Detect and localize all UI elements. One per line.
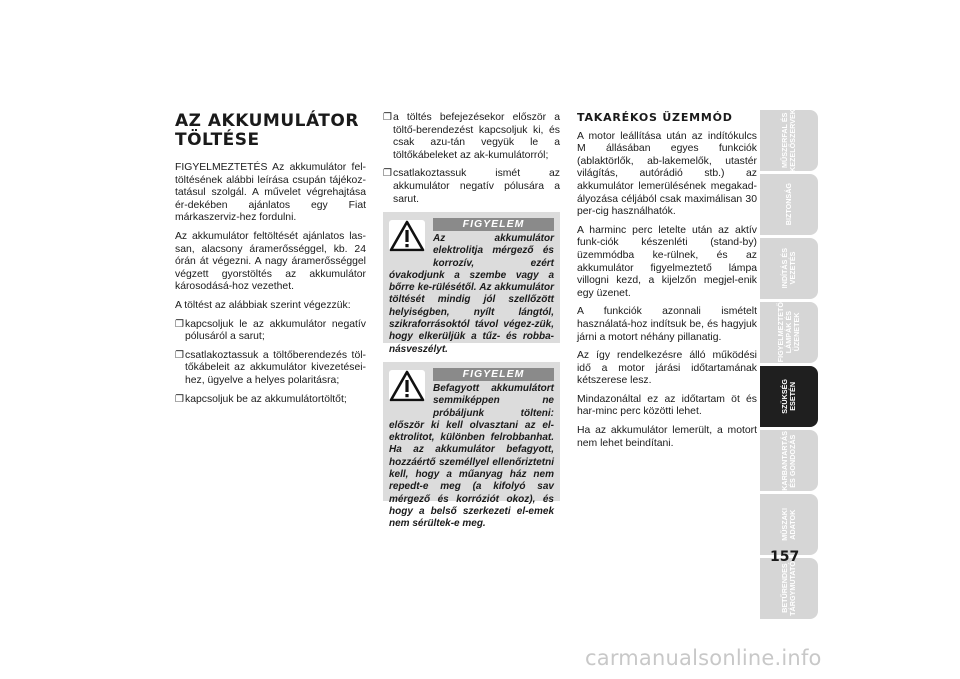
warning-text: Befagyott akkumulátort semmiképpen ne próbáljunk tölteni: először ki kell olvasztani az el-ektrolitot, különben felrobbanhat. Ha az akkumulátor befagyott, hozzáértő személlyel ellenőriztetni kell, hogy a műanyag ház nem repedt-e meg (a kifolyó sav mérgező és korróziót okoz), és hogy a belső szerkezeti el-emek nem sérültek-e meg. xyxy=(389,383,554,530)
list-item: ❐ kapcsoljuk be az akkumulátortöltőt; xyxy=(175,393,347,405)
warning-triangle-icon xyxy=(389,370,425,402)
checkbox-bullet-icon: ❐ xyxy=(383,168,392,180)
paragraph: Mindazonáltal ez az időtartam öt és har-minc perc közötti lehet. xyxy=(577,393,757,418)
warning-label: FIGYELEM xyxy=(433,368,554,381)
checkbox-bullet-icon: ❐ xyxy=(175,318,184,330)
warning-box-frozen-battery xyxy=(383,362,560,530)
warning-label: FIGYELEM xyxy=(433,218,554,231)
tab-starting-driving[interactable]: INDÍTÁS ÉS VEZETÉS xyxy=(760,238,818,299)
paragraph: A motor leállítása után az indítókulcs M állásában egyes funkciók (ablaktörlők, ab-lakemelők, utastér világítás, autórádió stb.) az akkumulátor lemerülésének megakad-ályozása céljából csak maximálisan 30 per-cig használhatók. xyxy=(577,130,757,218)
section-title-battery-charging: AZ AKKUMULÁTOR TÖLTÉSE xyxy=(175,111,359,150)
paragraph: A harminc perc letelte után az aktív funk-ciók készenléti (stand-by) üzemmódba ke-rülnek, és az akkumulátor figyelmeztető lámpa villogni kezd, a kijelzőn megjel-enik egy üzenet. xyxy=(577,224,757,299)
chapter-tabs xyxy=(760,110,818,622)
paragraph: A töltést az alábbiak szerint végezzük: xyxy=(175,299,351,311)
paragraph: Az így rendelkezésre álló működési idő a motor járási időtartamának kétszerese lesz. xyxy=(577,350,757,387)
checkbox-bullet-icon: ❐ xyxy=(175,349,184,361)
section-title-saving-mode: TAKARÉKOS ÜZEMMÓD xyxy=(577,111,733,124)
warning-box-electrolyte xyxy=(383,212,560,355)
list-item: ❐ kapcsoljuk le az akkumulátor negatív pólusáról a sarut; xyxy=(175,318,366,343)
page-number: 157 xyxy=(770,549,800,565)
warning-text: Az akkumulátor elektrolitja mérgező és korrozív, ezért óvakodjunk a szembe vagy a bőrre ke-rülésétől. Az akkumulátor töltését mindig jól szellőzött helyiségben, nyílt lángtól, szikraforrásoktól távol végez-zük, hogy elkerüljük a tűz- és robba-násveszélyt. xyxy=(389,233,554,355)
paragraph: Ha az akkumulátor lemerült, a motort nem lehet beindítani. xyxy=(577,425,757,449)
tab-dashboard-controls[interactable]: MŰSZERFAL ÉS KEZELŐSZERVEK xyxy=(760,110,818,171)
column-right xyxy=(577,112,757,456)
column-middle xyxy=(383,112,560,212)
tab-emergency[interactable]: SZÜKSÉG ESETÉN xyxy=(760,366,818,427)
paragraph: Az akkumulátor feltöltését ajánlatos las-san, alacsony áramerősséggel, kb. 24 órán át végezni. A nagy áramerősséggel végzett gyorstöltés az akkumulátor károsodásá-hoz vezethet. xyxy=(175,230,366,293)
tab-safety[interactable]: BIZTONSÁG xyxy=(760,174,818,235)
paragraph: FIGYELMEZTETÉS Az akkumulátor fel-töltésének alábbi leírása csupán tájékoz-tatásul szolgál. A művelet végrehajtása ér-dekében ajánlatos egy Fiat márkaszerviz-hez fordulni. xyxy=(175,162,366,224)
checkbox-bullet-icon: ❐ xyxy=(175,393,184,405)
column-left xyxy=(175,112,366,412)
watermark: carmanualsonline.info xyxy=(585,646,822,670)
list-item: ❐ csatlakoztassuk a töltőberendezés töl-tőkábeleit az akkumulátor kivezetései-hez, ügyelve a helyes polaritásra; xyxy=(175,349,366,386)
paragraph: A funkciók azonnali ismételt használatá-hoz indítsuk be, és hagyjuk járni a motort néhány pillanatig. xyxy=(577,306,757,343)
warning-triangle-icon xyxy=(389,220,425,252)
list-item: ❐ a töltés befejezésekor először a töltő-berendezést kapcsoljuk ki, és csak azu-tán vegyük le a töltőkábeleket az ak-kumulátorról; xyxy=(383,112,560,161)
list-item: ❐ csatlakoztassuk ismét az akkumulátor negatív pólusára a sarut. xyxy=(383,168,560,205)
tab-index[interactable]: BETŰRENDES TÁRGYMUTATÓ xyxy=(760,558,818,619)
tab-technical-data[interactable]: MŰSZAKI ADATOK xyxy=(760,494,818,555)
tab-maintenance[interactable]: KARBANTARTÁS ÉS GONDOZÁS xyxy=(760,430,818,491)
tab-warning-lights[interactable]: FIGYELMEZTETŐ LÁMPÁK ÉS ÜZENETEK xyxy=(760,302,818,363)
checkbox-bullet-icon: ❐ xyxy=(383,112,392,123)
